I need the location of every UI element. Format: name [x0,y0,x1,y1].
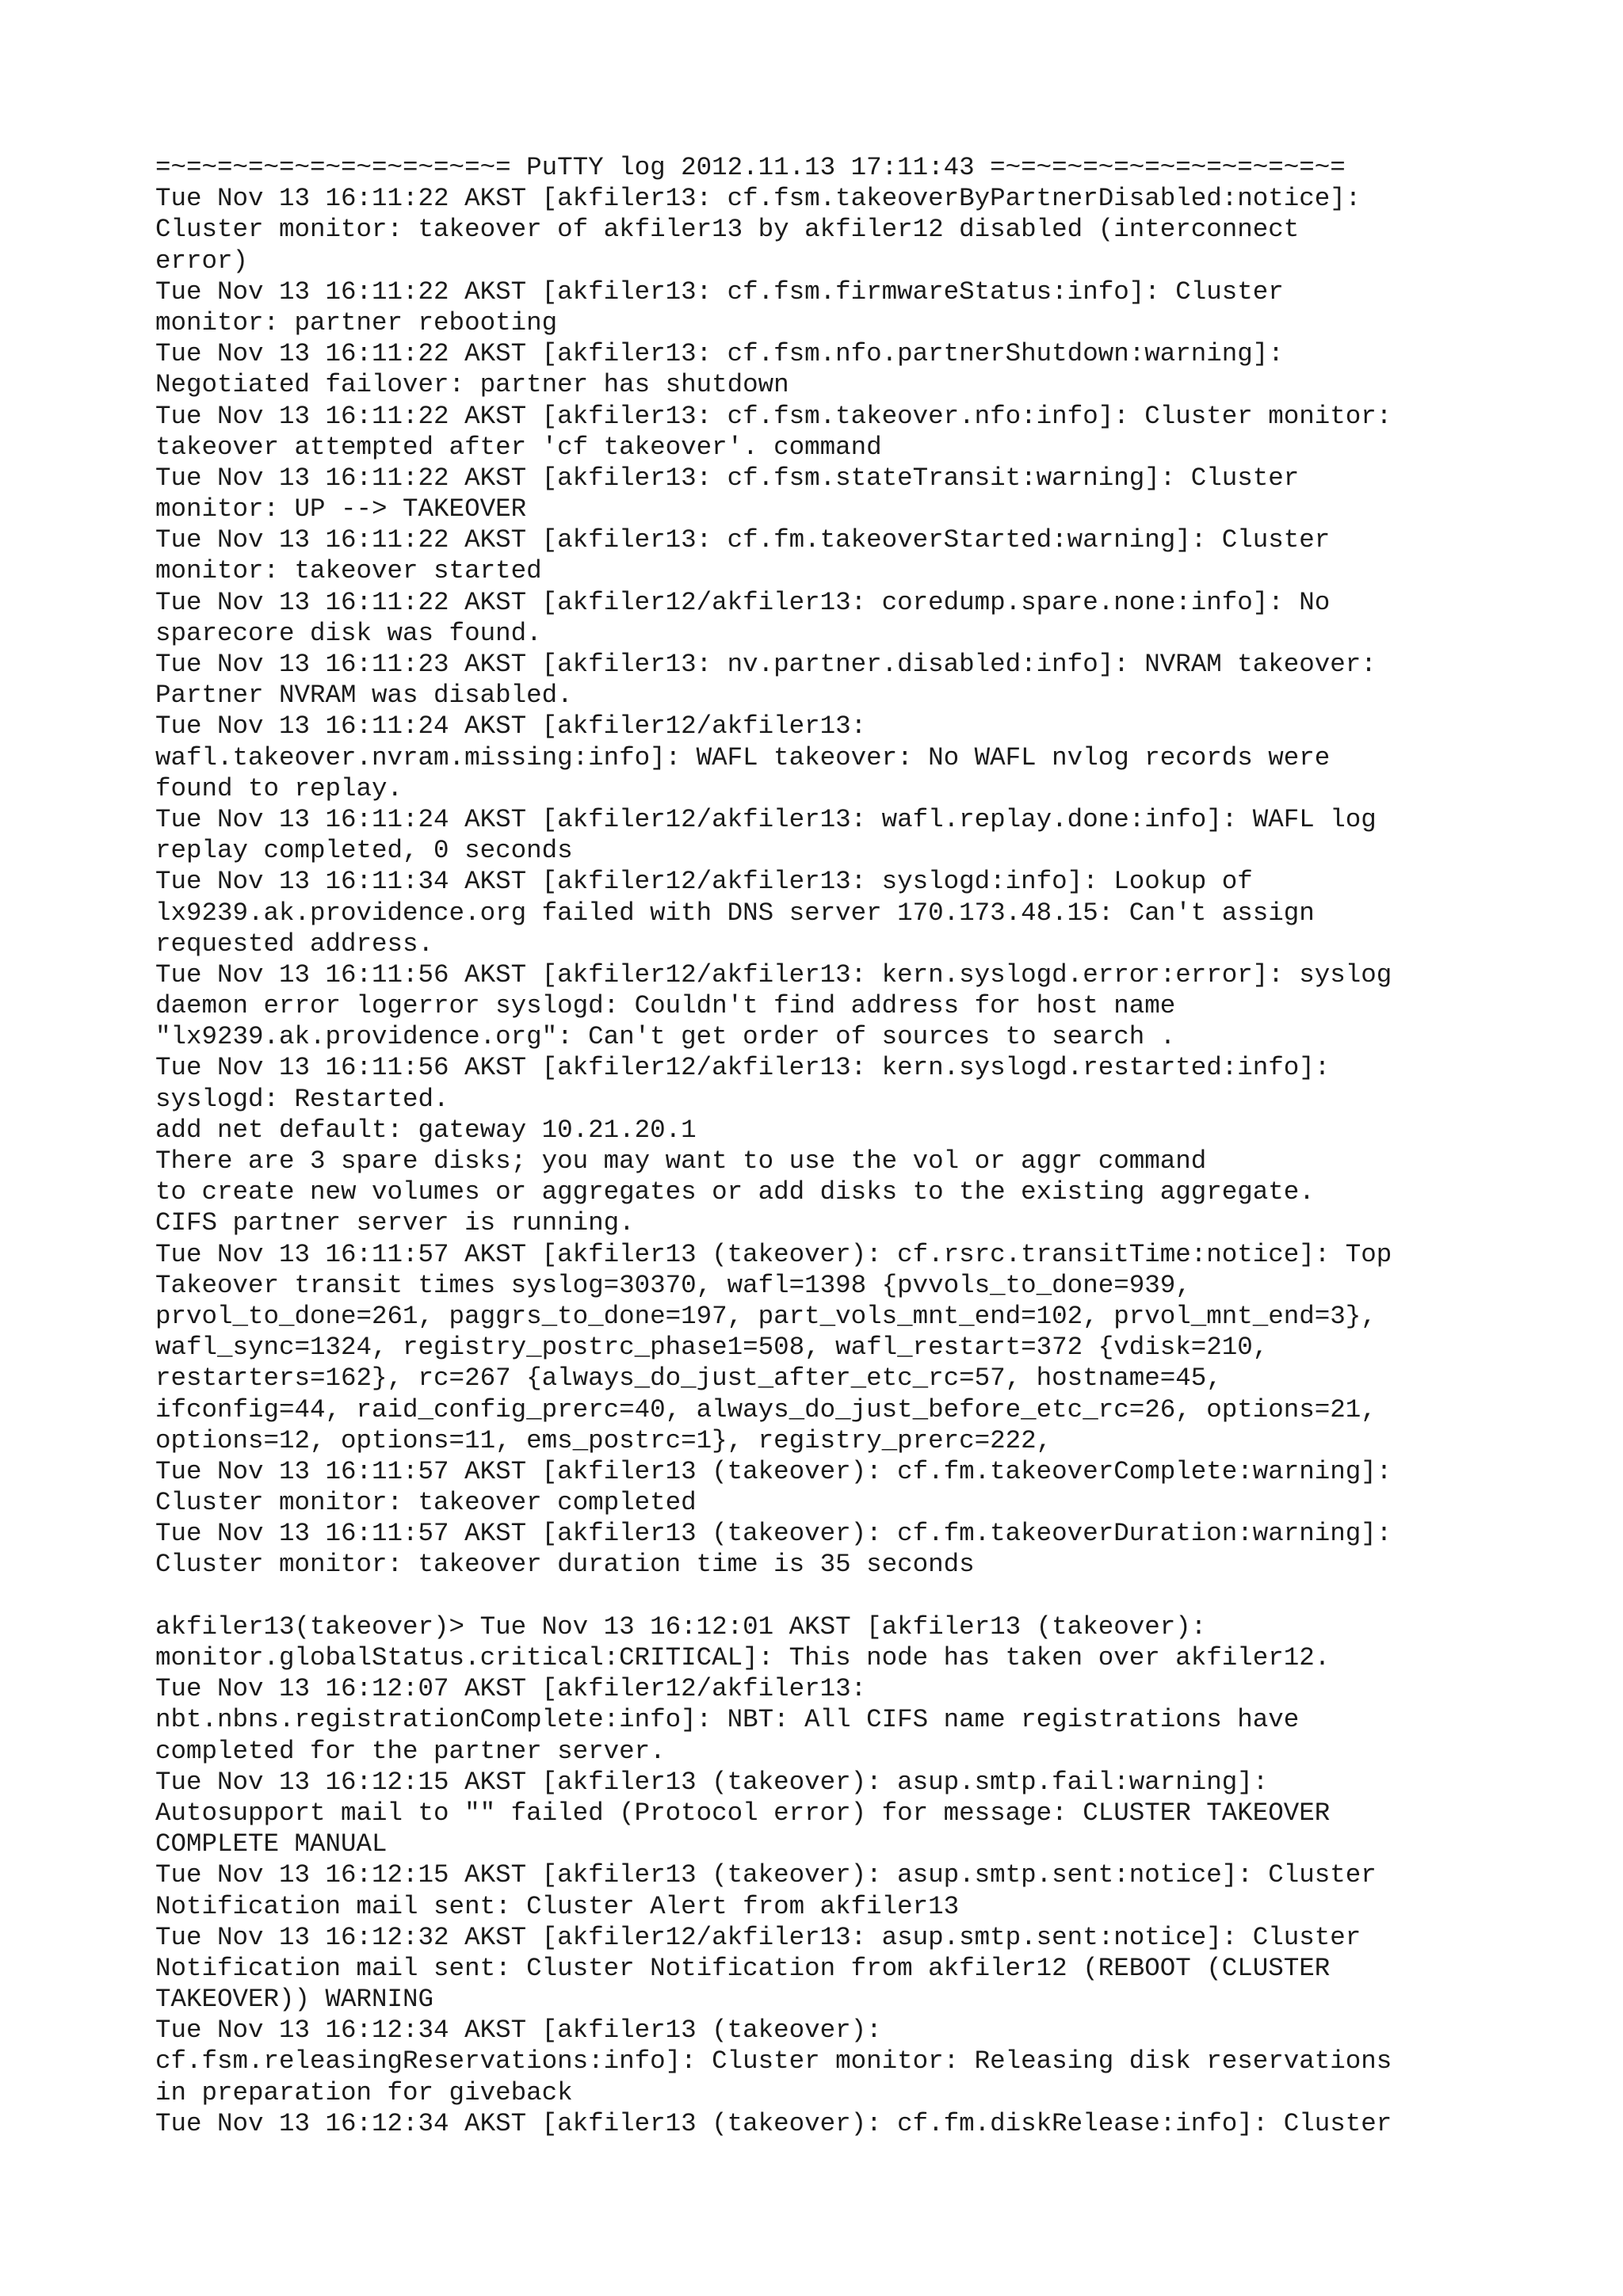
log-line: add net default: gateway 10.21.20.1 [155,1115,697,1145]
log-line: syslogd: Restarted. [155,1084,449,1114]
log-line: "lx9239.ak.providence.org": Can't get order of sources to search . [155,1022,1176,1052]
log-line: cf.fsm.releasingReservations:info]: Cluster monitor: Releasing disk reservations [155,2046,1392,2077]
log-line: replay completed, 0 seconds [155,836,573,866]
log-line: takeover attempted after 'cf takeover'. command [155,432,882,462]
log-line: =~=~=~=~=~=~=~=~=~=~=~= PuTTY log 2012.11.13 17:11:43 =~=~=~=~=~=~=~=~=~=~=~= [155,153,1346,182]
log-line: Tue Nov 13 16:11:22 AKST [akfiler13: cf.fsm.firmwareStatus:info]: Cluster [155,277,1284,307]
log-line: Tue Nov 13 16:11:22 AKST [akfiler13: cf.fm.takeoverStarted:warning]: Cluster [155,525,1331,555]
log-line: wafl.takeover.nvram.missing:info]: WAFL takeover: No WAFL nvlog records were [155,742,1331,772]
log-line: Negotiated failover: partner has shutdown [155,370,789,400]
log-line: akfiler13(takeover)> Tue Nov 13 16:12:01 AKST [akfiler13 (takeover): [155,1611,1207,1642]
log-line: Tue Nov 13 16:11:23 AKST [akfiler13: nv.partner.disabled:info]: NVRAM takeover: [155,650,1377,679]
log-line: Cluster monitor: takeover completed [155,1488,697,1518]
log-line: Tue Nov 13 16:11:57 AKST [akfiler13 (takeover): cf.rsrc.transitTime:notice]: Top [155,1239,1392,1269]
log-line: restarters=162}, rc=267 {always_do_just_after_etc_rc=57, hostname=45, [155,1363,1222,1394]
log-line: monitor: takeover started [155,556,542,586]
log-line: prvol_to_done=261, paggrs_to_done=197, part_vols_mnt_end=102, prvol_mnt_end=3}, [155,1301,1377,1331]
log-line: nbt.nbns.registrationComplete:info]: NBT: All CIFS name registrations have [155,1705,1300,1735]
log-line: TAKEOVER)) WARNING [155,1985,434,2015]
log-line [155,1581,1582,1611]
log-line: monitor.globalStatus.critical:CRITICAL]: This node has taken over akfiler12. [155,1643,1331,1672]
log-line: monitor: UP --> TAKEOVER [155,494,527,524]
log-line: Cluster monitor: takeover duration time is 35 seconds [155,1550,975,1580]
log-line: Tue Nov 13 16:12:07 AKST [akfiler12/akfiler13: [155,1674,867,1704]
log-line: options=12, options=11, ems_postrc=1}, registry_prerc=222, [155,1425,1052,1455]
log-line: Tue Nov 13 16:11:57 AKST [akfiler13 (takeover): cf.fm.takeoverDuration:warning]: [155,1519,1392,1549]
log-line: Tue Nov 13 16:11:57 AKST [akfiler13 (takeover): cf.fm.takeoverComplete:warning]: [155,1456,1392,1486]
log-line: Tue Nov 13 16:11:56 AKST [akfiler12/akfiler13: kern.syslogd.restarted:info]: [155,1053,1331,1083]
log-line: lx9239.ak.providence.org failed with DNS server 170.173.48.15: Can't assign [155,898,1315,928]
log-line: CIFS partner server is running. [155,1208,635,1238]
log-line: Tue Nov 13 16:11:22 AKST [akfiler13: cf.fsm.takeover.nfo:info]: Cluster monitor: [155,401,1392,431]
log-line: Tue Nov 13 16:11:22 AKST [akfiler12/akfiler13: coredump.spare.none:info]: No [155,587,1331,617]
log-line: Tue Nov 13 16:12:34 AKST [akfiler13 (takeover): [155,2016,882,2046]
log-line: wafl_sync=1324, registry_postrc_phase1=508, wafl_restart=372 {vdisk=210, [155,1333,1269,1363]
log-line: Notification mail sent: Cluster Notification from akfiler12 (REBOOT (CLUSTER [155,1953,1331,1983]
log-line: Partner NVRAM was disabled. [155,681,573,711]
log-line: Autosupport mail to "" failed (Protocol error) for message: CLUSTER TAKEOVER [155,1798,1331,1828]
log-line: ifconfig=44, raid_config_prerc=40, always_do_just_before_etc_rc=26, options=21, [155,1394,1377,1425]
log-line: Tue Nov 13 16:11:34 AKST [akfiler12/akfiler13: syslogd:info]: Lookup of [155,867,1253,897]
log-line: Tue Nov 13 16:11:56 AKST [akfiler12/akfiler13: kern.syslogd.error:error]: syslog [155,959,1392,990]
log-line: Tue Nov 13 16:11:22 AKST [akfiler13: cf.fsm.nfo.partnerShutdown:warning]: [155,339,1284,369]
log-line: requested address. [155,929,434,959]
log-line: Tue Nov 13 16:12:15 AKST [akfiler13 (takeover): asup.smtp.sent:notice]: Cluster [155,1860,1377,1890]
log-line: to create new volumes or aggregates or add disks to the existing aggregate. [155,1177,1315,1207]
log-line: Notification mail sent: Cluster Alert from akfiler13 [155,1891,960,1921]
log-line: Tue Nov 13 16:11:22 AKST [akfiler13: cf.fsm.stateTransit:warning]: Cluster [155,463,1300,493]
log-line: Tue Nov 13 16:12:34 AKST [akfiler13 (takeover): cf.fm.diskRelease:info]: Cluster [155,2108,1392,2138]
putty-log-text [155,152,1582,2139]
log-line: Tue Nov 13 16:11:24 AKST [akfiler12/akfiler13: wafl.replay.done:info]: WAFL log [155,804,1377,834]
log-line: found to replay. [155,773,403,803]
log-line: Tue Nov 13 16:12:15 AKST [akfiler13 (takeover): asup.smtp.fail:warning]: [155,1767,1269,1797]
log-line: Takeover transit times syslog=30370, wafl=1398 {pvvols_to_done=939, [155,1270,1191,1300]
log-line: Tue Nov 13 16:12:32 AKST [akfiler12/akfiler13: asup.smtp.sent:notice]: Cluster [155,1922,1361,1952]
log-line: COMPLETE MANUAL [155,1829,388,1859]
log-line: error) [155,246,249,276]
log-line: daemon error logerror syslogd: Couldn't find address for host name [155,991,1176,1021]
log-line: in preparation for giveback [155,2077,573,2107]
log-line: monitor: partner rebooting [155,307,558,338]
log-line: sparecore disk was found. [155,618,542,648]
log-line: Tue Nov 13 16:11:24 AKST [akfiler12/akfiler13: [155,711,867,742]
log-line: completed for the partner server. [155,1736,666,1766]
log-line: Cluster monitor: takeover of akfiler13 by akfiler12 disabled (interconnect [155,215,1300,245]
log-line: There are 3 spare disks; you may want to use the vol or aggr command [155,1146,1207,1176]
log-line: Tue Nov 13 16:11:22 AKST [akfiler13: cf.fsm.takeoverByPartnerDisabled:notice]: [155,184,1361,214]
